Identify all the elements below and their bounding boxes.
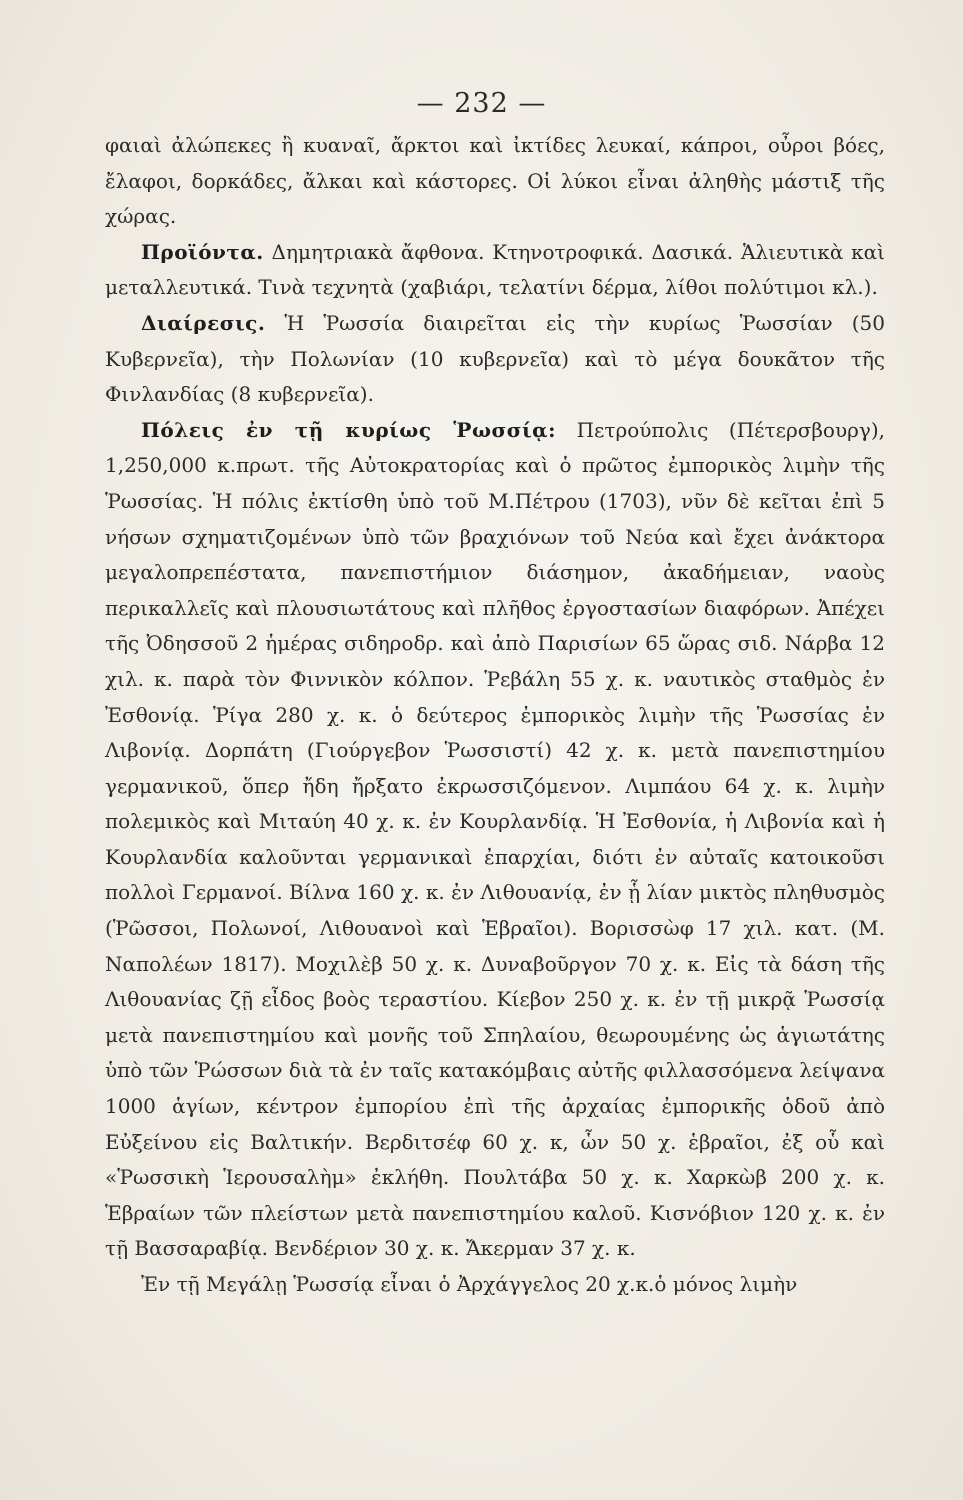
paragraph-text: Ἡ Ῥωσσία διαιρεῖται εἰς τὴν κυρίως Ῥωσσίαν (50 Κυβερνεῖα), τὴν Πολωνίαν (10 κυβερνεῖα) καὶ τὸ μέγα δουκᾶτον τῆς Φινλανδίας (8 κυβερνεῖα). [105, 310, 885, 407]
page-number: — 232 — [416, 88, 547, 119]
section-heading-cities: Πόλεις ἐν τῇ κυρίως Ῥωσσίᾳ: [141, 417, 556, 442]
paragraph-products [105, 235, 885, 306]
paragraph-fauna [105, 128, 885, 235]
section-heading-products: Προϊόντα. [141, 239, 264, 264]
paragraph-text: φαιαὶ ἀλώπεκες ἢ κυαναῖ, ἄρκτοι καὶ ἰκτίδες λευκαί, κάπροι, οὖροι βόες, ἔλαφοι, δορκάδες, ἄλκαι καὶ κάστορες. Οἱ λύκοι εἶναι ἀληθὴς μάστιξ τῆς χώρας. [105, 133, 885, 229]
paragraph-text: Πετρούπολις (Πέτερσβουργ), 1,250,000 κ.πρωτ. τῆς Αὐτοκρατορίας καὶ ὁ πρῶτος ἐμπορικὸς λιμὴν τῆς Ῥωσσίας. Ἡ πόλις ἐκτίσθη ὑπὸ τοῦ Μ.Πέτρου (1703), νῦν δὲ κεῖται ἐπὶ 5 νήσων σχηματιζομένων ὑπὸ τῶν βραχιόνων τοῦ Νεύα καὶ ἔχει ἀνάκτορα μεγαλοπρεπέστατα, πανεπιστήμιον διάσημον, ἀκαδήμειαν, ναοὺς περικαλλεῖς καὶ πλουσιωτάτους καὶ πλῆθος ἐργοστασίων διαφόρων. Ἀπέχει τῆς Ὀδησσοῦ 2 ἡμέρας σιδηροδρ. καὶ ἀπὸ Παρισίων 65 ὥρας σιδ. Νάρβα 12 χιλ. κ. παρὰ τὸν Φιννικὸν κόλπον. Ῥεβάλη 55 χ. κ. ναυτικὸς σταθμὸς ἐν Ἐσθονίᾳ. Ῥίγα 280 χ. κ. ὁ δεύτερος ἐμπορικὸς λιμὴν τῆς Ῥωσσίας ἐν Λιβονίᾳ. Δορπάτη (Γιούργεβον Ῥωσσιστί) 42 χ. κ. μετὰ πανεπιστημίου γερμανικοῦ, ὅπερ ἤδη ἤρξατο ἐκρωσσιζόμενον. Λιμπάου 64 χ. κ. λιμὴν πολεμικὸς καὶ Μιταύη 40 χ. κ. ἐν Κουρλανδίᾳ. Ἡ Ἐσθονία, ἡ Λιβονία καὶ ἡ Κουρλανδία καλοῦνται γερμανικαὶ ἐπαρχίαι, διότι ἐν αὐταῖς κατοικοῦσι πολλοὶ Γερμανοί. Βίλνα 160 χ. κ. ἐν Λιθουανίᾳ, ἐν ᾗ λίαν μικτὸς πληθυσμὸς (Ῥῶσσοι, Πολωνοί, Λιθουανοὶ καὶ Ἑβραῖοι). Βορισσὼφ 17 χιλ. κατ. (Μ. Ναπολέων 1817). Μοχιλὲβ 50 χ. κ. Δυναβοῦργον 70 χ. κ. Εἰς τὰ δάση τῆς Λιθουανίας ζῇ εἶδος βοὸς τεραστίου. Κίεβον 250 χ. κ. ἐν τῇ μικρᾷ Ῥωσσίᾳ μετὰ πανεπιστημίου καὶ μονῆς τοῦ Σπηλαίου, θεωρουμένης ὡς ἁγιωτάτης ὑπὸ τῶν Ῥώσσων διὰ τὰ ἐν ταῖς κατακόμβαις αὐτῆς φιλλασσόμενα λείψανα 1000 ἁγίων, κέντρον ἐμπορίου ἐπὶ τῆς ἀρχαίας ἐμπορικῆς ὁδοῦ ἀπὸ Εὐξείνου εἰς Βαλτικήν. Βερδιτσέφ 60 χ. κ, ὧν 50 χ. ἑβραῖοι, ἐξ οὗ καὶ «Ῥωσσικὴ Ἱερουσαλὴμ» ἐκλήθη. Πουλτάβα 50 χ. κ. Χαρκὼβ 200 χ. κ. Ἑβραίων τῶν πλείστων μετὰ πανεπιστημίου καλοῦ. Κισνόβιον 120 χ. κ. ἐν τῇ Βασσαραβίᾳ. Βενδέριον 30 χ. κ. Ἄκερμαν 37 χ. κ. [105, 417, 885, 1261]
section-heading-division: Διαίρεσις. [141, 310, 266, 335]
paragraph-text: Ἐν τῇ Μεγάλῃ Ῥωσσίᾳ εἶναι ὁ Ἀρχάγγελος 20 χ.κ.ὁ μόνος λιμὴν [141, 1272, 798, 1296]
paragraph-division [105, 306, 885, 413]
paragraph-text: Δημητριακὰ ἄφθονα. Κτηνοτροφικά. Δασικά. Ἁλιευτικὰ καὶ μεταλλευτικά. Τινὰ τεχνητὰ (χαβιάρι, τελατίνι δέρμα, λίθοι πολύτιμοι κλ.). [105, 239, 885, 300]
paragraph-cities [105, 413, 885, 1267]
body-text [105, 128, 885, 1303]
paragraph-great-russia [105, 1267, 885, 1303]
